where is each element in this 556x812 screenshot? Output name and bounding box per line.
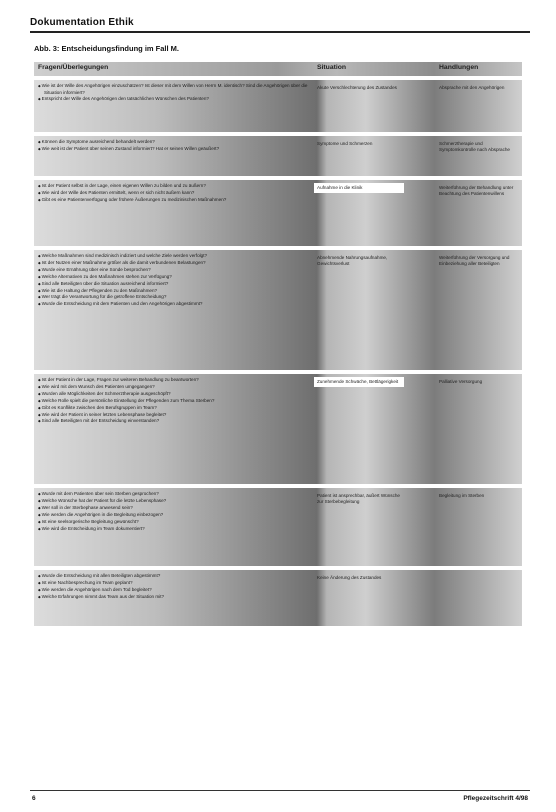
table-row [34,250,522,370]
table-body [34,80,522,626]
column-header-actions: Handlungen [439,64,479,71]
question-item: ◆ Wie werden die Angehörigen nach dem Tod begleitet? [38,587,308,594]
table-header [34,62,522,76]
header-rule [30,31,530,33]
question-item: ◆ Gibt es eine Patientenverfügung oder frühere Äußerungen zu medizinischen Maßnahmen? [38,197,308,204]
table-row [34,180,522,246]
question-item: ◆ Wie wird der Patient in seiner letzten Lebensphase begleitet? [38,412,308,419]
question-item: ◆ Wie wird der Wille des Patienten ermittelt, wenn er sich nicht äußern kann? [38,190,308,197]
question-item: ◆ Welche Maßnahmen sind medizinisch indiziert und welche Ziele werden verfolgt? [38,253,308,260]
decision-table [34,62,522,626]
figure-title: Abb. 3: Entscheidungsfindung im Fall M. [34,44,179,53]
action-cell: Absprache mit den Angehörigen [439,85,505,90]
questions-cell [38,573,308,601]
question-item: ◆ Sind alle Beteiligten mit der Entscheidung einverstanden? [38,418,308,425]
questions-cell [38,83,308,103]
situation-cell: Abnehmende Nahrungsaufnahme, Gewichtsverlust [317,255,388,266]
question-item: ◆ Sind alle Beteiligten über die Situation ausreichend informiert? [38,281,308,288]
question-item: ◆ Wie weit ist der Patient über seinen Zustand informiert? Hat er seinen Willen geäußert? [38,146,308,153]
question-item: ◆ Ist eine Nachbesprechung im Team geplant? [38,580,308,587]
question-item: ◆ Wurde eine Ernährung über eine Sonde besprochen? [38,267,308,274]
questions-cell [38,377,308,425]
footer-rule [30,790,530,791]
question-item: ◆ Ist der Patient selbst in der Lage, einen eigenen Willen zu bilden und zu äußern? [38,183,308,190]
question-item: ◆ Wurde die Entscheidung mit dem Patienten und den Angehörigen abgestimmt? [38,301,308,308]
questions-cell [38,139,308,153]
action-cell: Begleitung im Sterben [439,493,485,498]
question-item: ◆ Wurden alle Möglichkeiten der Schmerztherapie ausgeschöpft? [38,391,308,398]
question-item: ◆ Wie wird die Entscheidung im Team dokumentiert? [38,526,308,533]
page-number: 6 [32,795,36,802]
table-row [34,570,522,626]
question-item: ◆ Ist eine seelsorgerische Begleitung gewünscht? [38,519,308,526]
question-item: ◆ Wie wird mit dem Wunsch des Patienten umgegangen? [38,384,308,391]
situation-cell: Patient ist ansprechbar, äußert Wünsche zur Sterbebegleitung [317,493,400,504]
question-item: ◆ Gibt es Konflikte zwischen den Berufsgruppen im Team? [38,405,308,412]
page-header: Dokumentation Ethik [30,17,134,28]
situation-cell: Zunehmende Schwäche, Bettlägerigkeit [314,377,404,387]
question-item: ◆ Wie ist der Wille des Angehörigen einzuschätzen? Ist dieser mit dem Willen von Herrn M. identisch? Sind die Angehörigen über die Situation informiert? [38,83,308,96]
questions-cell [38,253,308,308]
journal-name: Pflegezeitschrift 4/98 [463,795,528,802]
question-item: ◆ Können die Symptome ausreichend behandelt werden? [38,139,308,146]
column-header-situation: Situation [317,64,347,71]
table-row [34,136,522,176]
situation-cell: Aufnahme in die Klinik [314,183,404,193]
action-cell: Palliative Versorgung [439,379,483,384]
question-item: ◆ Welche Alternativen zu den Maßnahmen stehen zur Verfügung? [38,274,308,281]
table-row [34,488,522,566]
questions-cell [38,491,308,532]
question-item: ◆ Wurde mit dem Patienten über sein Sterben gesprochen? [38,491,308,498]
situation-cell: Akute Verschlechterung des Zustandes [317,85,397,90]
question-item: ◆ Entspricht der Wille des Angehörigen den tatsächlichen Wünschen des Patienten? [38,96,308,103]
question-item: ◆ Wie ist die Haltung der Pflegenden zu den Maßnahmen? [38,288,308,295]
question-item: ◆ Welche Rolle spielt die persönliche Einstellung der Pflegenden zum Thema Sterben? [38,398,308,405]
action-cell: Schmerztherapie und Symptomkontrolle nach Absprache [439,141,510,152]
question-item: ◆ Wer soll in der Sterbephase anwesend sein? [38,505,308,512]
question-item: ◆ Welche Wünsche hat der Patient für die letzte Lebensphase? [38,498,308,505]
table-row [34,80,522,132]
question-item: ◆ Ist der Nutzen einer Maßnahme größer als die damit verbundenen Belastungen? [38,260,308,267]
question-item: ◆ Welche Erfahrungen nimmt das Team aus der Situation mit? [38,594,308,601]
situation-cell: Keine Änderung des Zustandes [317,575,382,580]
situation-cell: Symptome und Schmerzen [317,141,373,146]
column-header-questions: Fragen/Überlegungen [38,64,109,71]
action-cell: Weiterführung der Versorgung und Einbeziehung aller Beteiligten [439,255,510,266]
question-item: ◆ Wie werden die Angehörigen in die Begleitung einbezogen? [38,512,308,519]
question-item: ◆ Wurde die Entscheidung mit allen Beteiligten abgestimmt? [38,573,308,580]
table-row [34,374,522,484]
action-cell: Weiterführung der Behandlung unter Beachtung des Patientenwillens [439,185,514,196]
questions-cell [38,183,308,204]
question-item: ◆ Ist der Patient in der Lage, Fragen zur weiteren Behandlung zu beantworten? [38,377,308,384]
question-item: ◆ Wer trägt die Verantwortung für die getroffene Entscheidung? [38,294,308,301]
action-cell [436,573,520,577]
